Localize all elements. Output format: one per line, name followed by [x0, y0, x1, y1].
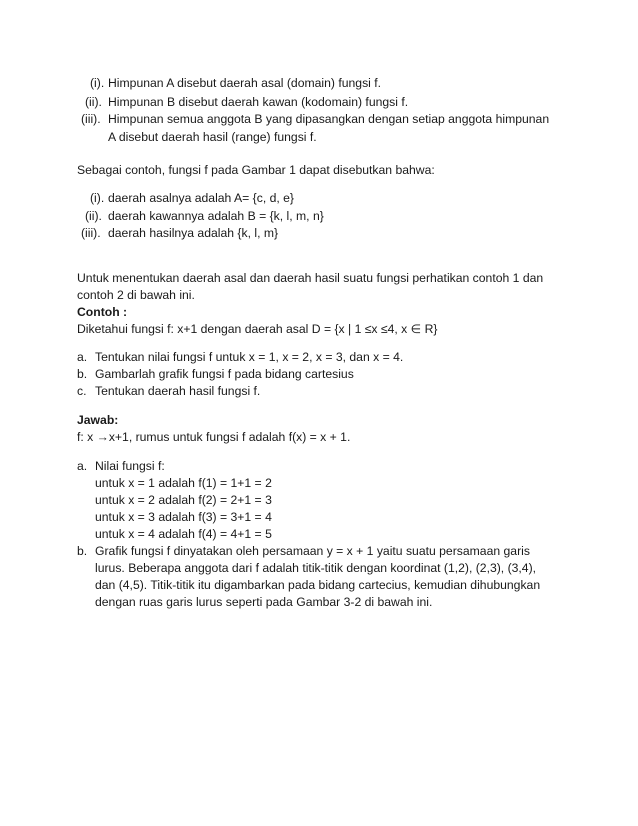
definition-text: Himpunan A disebut daerah asal (domain) fungsi f.	[108, 76, 382, 90]
answer-line: untuk x = 3 adalah f(3) = 3+1 = 4	[95, 510, 272, 524]
definition-text: Himpunan B disebut daerah kawan (kodomain) fungsi f.	[108, 95, 409, 109]
contoh-heading: Contoh :	[77, 305, 128, 319]
task-text: Tentukan nilai fungsi f untuk x = 1, x = 2, x = 3, dan x = 4.	[95, 350, 404, 364]
task-text: Tentukan daerah hasil fungsi f.	[95, 384, 261, 398]
answer-line: lurus. Beberapa anggota dari f adalah titik-titik dengan koordinat (1,2), (2,3), (3,4),	[95, 561, 537, 575]
answer-line: Grafik fungsi f dinyatakan oleh persamaan y = x + 1 yaitu suatu persamaan garis	[95, 544, 530, 558]
example-text: daerah kawannya adalah B = {k, l, m, n}	[108, 209, 324, 223]
task-label: b.	[77, 367, 88, 381]
jawab-rule: f: x →x+1, rumus untuk fungsi f adalah f(x) = x + 1.	[77, 430, 351, 444]
definition-text-continued: A disebut daerah hasil (range) fungsi f.	[108, 130, 317, 144]
contoh-given: Diketahui fungsi f: x+1 dengan daerah asal D = {x | 1 ≤x ≤4, x ∈ R}	[77, 322, 438, 336]
answer-title: Nilai fungsi f:	[95, 459, 165, 473]
example-text: daerah asalnya adalah A= {c, d, e}	[108, 191, 295, 205]
answer-label: b.	[77, 544, 88, 558]
task-label: a.	[77, 350, 88, 364]
example-label: (i).	[90, 191, 105, 205]
answer-label: a.	[77, 459, 88, 473]
jawab-heading: Jawab:	[77, 413, 119, 427]
task-text: Gambarlah grafik fungsi f pada bidang cartesius	[95, 367, 354, 381]
example-label: (iii).	[81, 226, 101, 240]
answer-line: dengan ruas garis lurus seperti pada Gambar 3-2 di bawah ini.	[95, 595, 433, 609]
definition-label: (i).	[90, 76, 105, 90]
answer-line: untuk x = 2 adalah f(2) = 2+1 = 3	[95, 493, 272, 507]
definition-label: (ii).	[85, 95, 102, 109]
answer-line: dan (4,5). Titik-titik itu digambarkan pada bidang cartecius, kemudian dihubungkan	[95, 578, 541, 592]
paragraph-line: contoh 2 di bawah ini.	[77, 288, 195, 302]
example-text: daerah hasilnya adalah {k, l, m}	[108, 226, 279, 240]
example-label: (ii).	[85, 209, 102, 223]
example-intro: Sebagai contoh, fungsi f pada Gambar 1 dapat disebutkan bahwa:	[77, 163, 435, 177]
task-label: c.	[77, 384, 87, 398]
definition-text: Himpunan semua anggota B yang dipasangkan dengan setiap anggota himpunan	[108, 112, 550, 126]
answer-line: untuk x = 1 adalah f(1) = 1+1 = 2	[95, 476, 272, 490]
definition-label: (iii).	[81, 112, 101, 126]
answer-line: untuk x = 4 adalah f(4) = 4+1 = 5	[95, 527, 272, 541]
paragraph-line: Untuk menentukan daerah asal dan daerah hasil suatu fungsi perhatikan contoh 1 dan	[77, 271, 544, 285]
